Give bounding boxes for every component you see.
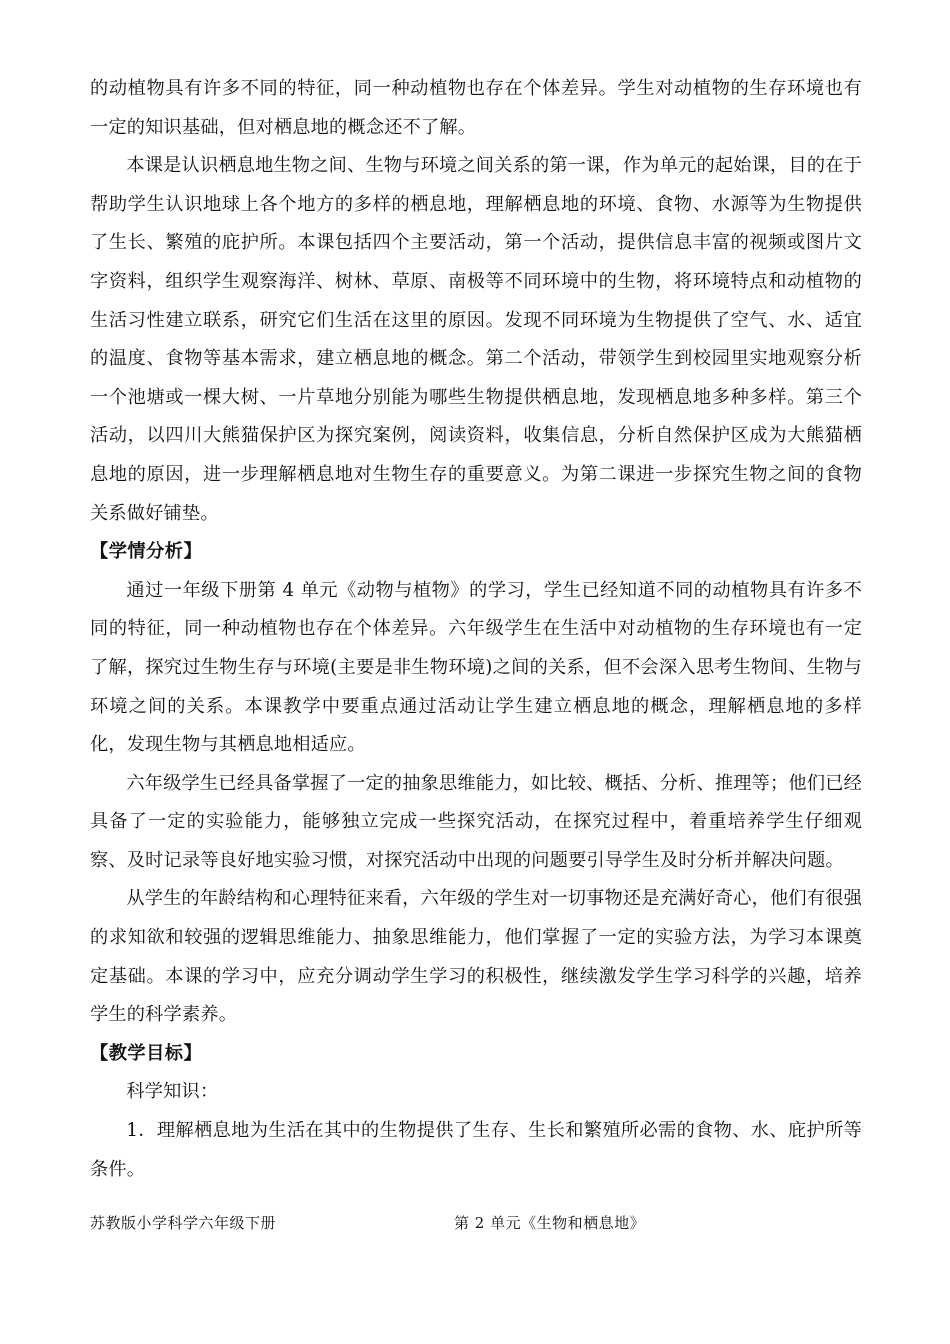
paragraph-student-analysis-3: 从学生的年龄结构和心理特征来看，六年级的学生对一切事物还是充满好奇心，他们有很强的求知欲和较强的逻辑思维能力、抽象思维能力，他们掌握了一定的实验方法，为学习本课奠定基础。本课的学习中，应充分调动学生学习的积极性，继续激发学生学习科学的兴趣，培养学生的科学素养。 xyxy=(90,888,862,1026)
goals-label-science-knowledge: 科学知识： xyxy=(126,1081,219,1103)
document-body xyxy=(90,70,862,1189)
heading-student-analysis: 【学情分析】 xyxy=(90,541,203,563)
paragraph-student-analysis-2: 六年级学生已经具备掌握了一定的抽象思维能力，如比较、概括、分析、推理等；他们已经具备了一定的实验能力，能够独立完成一些探究活动，在探究过程中，着重培养学生仔细观察、及时记录等良好地实验习惯，对探究活动中出现的问题要引导学生及时分析并解决问题。 xyxy=(90,772,862,871)
footer-textbook-name: 苏教版小学科学六年级下册 xyxy=(90,1214,277,1232)
paragraph-lesson-overview: 本课是认识栖息地生物之间、生物与环境之间关系的第一课，作为单元的起始课，目的在于帮助学生认识地球上各个地方的多样的栖息地，理解栖息地的环境、食物、水源等为生物提供了生长、繁殖的庇护所。本课包括四个主要活动，第一个活动，提供信息丰富的视频或图片文字资料，组织学生观察海洋、树林、草原、南极等不同环境中的生物，将环境特点和动植物的生活习性建立联系，研究它们生活在这里的原因。发现不同环境为生物提供了空气、水、适宜的温度、食物等基本需求，建立栖息地的概念。第二个活动，带领学生到校园里实地观察分析一个池塘或一棵大树、一片草地分别能为哪些生物提供栖息地，发现栖息地多种多样。第三个活动，以四川大熊猫保护区为探究案例，阅读资料，收集信息，分析自然保护区成为大熊猫栖息地的原因，进一步理解栖息地对生物生存的重要意义。为第二课进一步探究生物之间的食物关系做好铺垫。 xyxy=(90,155,862,524)
footer-unit-title: 第 2 单元《生物和栖息地》 xyxy=(454,1214,646,1232)
goal-item-1: 1．理解栖息地为生活在其中的生物提供了生存、生长和繁殖所必需的食物、水、庇护所等条件。 xyxy=(90,1120,862,1180)
page-footer xyxy=(90,1208,862,1238)
paragraph-intro-continued: 的动植物具有许多不同的特征，同一种动植物也存在个体差异。学生对动植物的生存环境也有一定的知识基础，但对栖息地的概念还不了解。 xyxy=(90,78,862,138)
paragraph-student-analysis-1: 通过一年级下册第 4 单元《动物与植物》的学习，学生已经知道不同的动植物具有许多不同的特征，同一种动植物也存在个体差异。六年级学生在生活中对动植物的生存环境也有一定了解，探究过生物生存与环境(主要是非生物环境)之间的关系，但不会深入思考生物间、生物与环境之间的关系。本课教学中要重点通过活动让学生建立栖息地的概念，理解栖息地的多样化，发现生物与其栖息地相适应。 xyxy=(90,579,862,756)
heading-teaching-goals: 【教学目标】 xyxy=(90,1042,203,1064)
